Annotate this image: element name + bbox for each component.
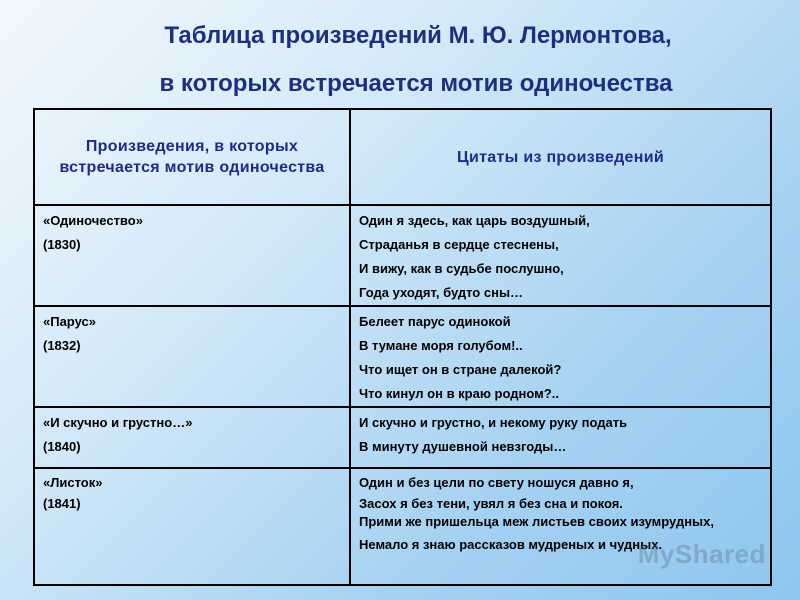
quote-cell	[350, 468, 771, 585]
quote-line: Что ищет он в стране далекой?	[359, 362, 562, 377]
quote-line: Что кинул он в краю родном?..	[359, 386, 559, 401]
header-quotes: Цитаты из произведений	[350, 109, 771, 205]
table-row	[34, 468, 771, 585]
works-table	[33, 108, 772, 586]
quote-line: Страданья в сердце стеснены,	[359, 237, 559, 252]
work-cell	[34, 468, 350, 585]
quote-line: Года уходят, будто сны…	[359, 285, 524, 300]
work-cell	[34, 205, 350, 306]
work-cell	[34, 407, 350, 468]
page-title-line-1: Таблица произведений М. Ю. Лермонтова,	[164, 22, 672, 49]
work-title: «И скучно и грустно…»	[43, 415, 193, 430]
quote-line: В минуту душевной невзгоды…	[359, 439, 567, 454]
watermark-logo: MyShared	[637, 539, 766, 569]
table-header-row	[34, 109, 771, 205]
work-year: (1840)	[43, 439, 81, 454]
work-year: (1841)	[43, 496, 81, 511]
work-title: «Листок»	[43, 475, 103, 490]
quote-line: Один и без цели по свету ношуся давно я,	[359, 475, 634, 490]
page-title-line-2: в которых встречается мотив одиночества	[159, 70, 673, 97]
quote-line: И скучно и грустно, и некому руку подать	[359, 415, 628, 430]
table-row	[34, 306, 771, 407]
work-cell	[34, 306, 350, 407]
quote-line: Один я здесь, как царь воздушный,	[359, 213, 590, 228]
quote-line: И вижу, как в судьбе послушно,	[359, 261, 564, 276]
work-year: (1830)	[43, 237, 81, 252]
quote-line: Засох я без тени, увял я без сна и покоя.	[359, 496, 623, 511]
quote-cell	[350, 407, 771, 468]
quote-line: Белеет парус одинокой	[359, 314, 511, 329]
work-title: «Одиночество»	[43, 213, 143, 228]
work-year: (1832)	[43, 338, 81, 353]
quote-cell	[350, 205, 771, 306]
quote-line: Прими же пришельца меж листьев своих изумрудных,	[359, 514, 715, 529]
quote-line: Немало я знаю рассказов мудреных и чудных.	[359, 537, 663, 552]
quote-line: В тумане моря голубом!..	[359, 338, 523, 353]
table-row	[34, 407, 771, 468]
work-title: «Парус»	[43, 314, 96, 329]
table-row	[34, 205, 771, 306]
header-works: Произведения, в которых встречается мотив одиночества	[34, 109, 350, 205]
quote-cell	[350, 306, 771, 407]
